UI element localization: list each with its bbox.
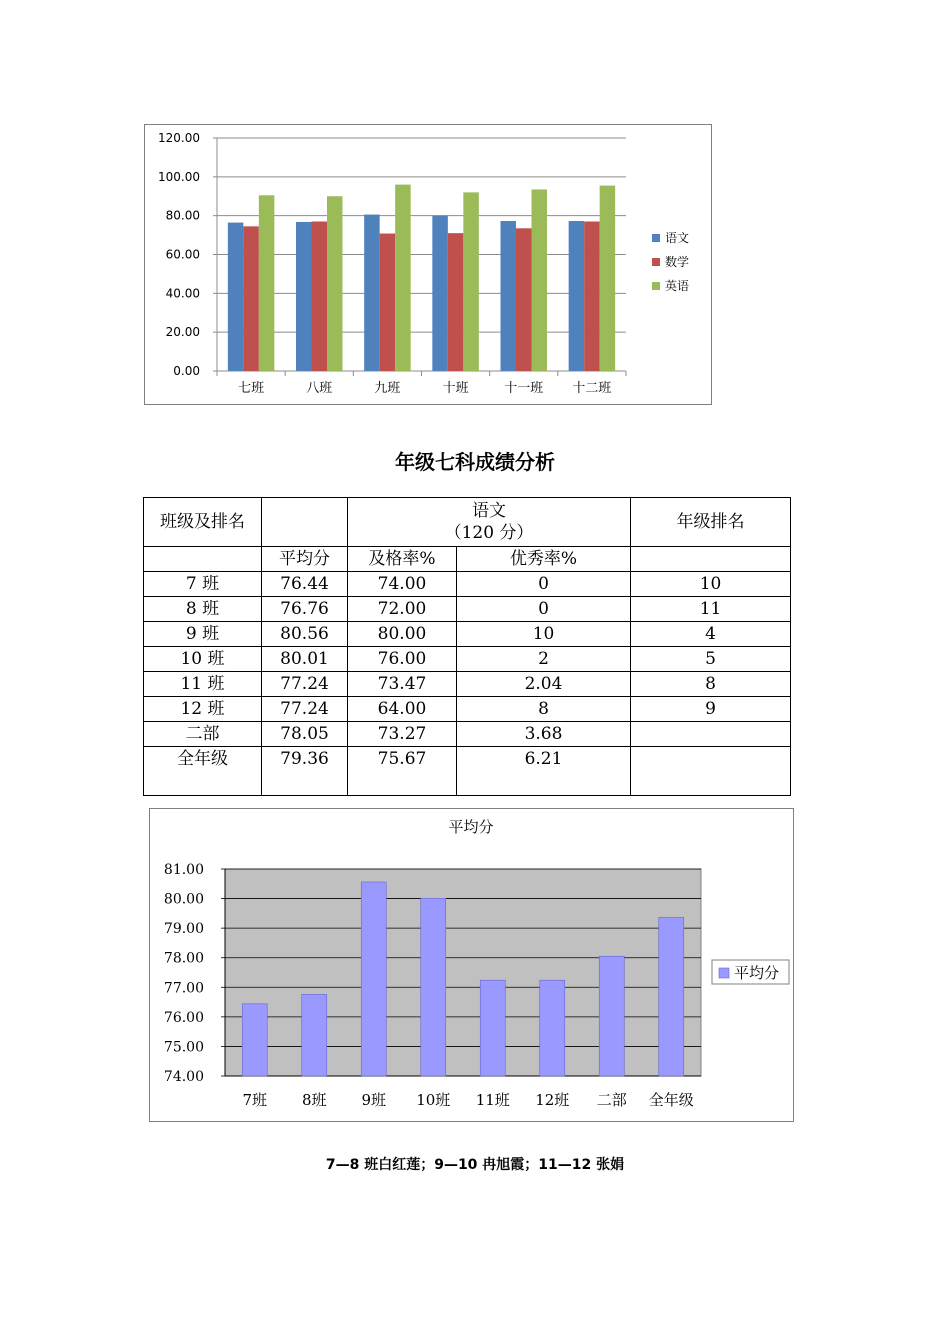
bar: [463, 192, 479, 371]
cell-class: 9 班: [144, 622, 262, 647]
bar: [395, 185, 411, 371]
legend-label: 语文: [665, 231, 690, 245]
legend-swatch: [719, 968, 729, 978]
bar: [421, 898, 446, 1076]
score-table: [143, 497, 791, 796]
y-tick-label: 80.00: [165, 208, 200, 223]
cell-pass: 75.67: [348, 747, 457, 796]
y-tick-label: 60.00: [165, 247, 200, 262]
cell-rank: [631, 747, 791, 796]
subheader-blank: [144, 547, 262, 572]
legend-label: 平均分: [734, 964, 780, 982]
cell-avg: 77.24: [262, 697, 348, 722]
cell-class: 11 班: [144, 672, 262, 697]
bar: [364, 215, 380, 371]
cell-rank: [631, 722, 791, 747]
y-tick-label: 75.00: [163, 1039, 204, 1056]
bar: [380, 234, 396, 371]
x-tick-label: 十班: [442, 381, 469, 396]
x-tick-label: 11班: [475, 1091, 510, 1109]
subject-comparison-chart: [144, 124, 712, 405]
table-row: [144, 597, 791, 622]
cell-pass: 80.00: [348, 622, 457, 647]
page-title: 年级七科成绩分析: [395, 450, 555, 474]
y-tick-label: 20.00: [165, 325, 200, 340]
legend-swatch: [652, 258, 660, 266]
cell-excellent: 0: [457, 572, 631, 597]
bar: [228, 223, 244, 371]
cell-class: 二部: [144, 722, 262, 747]
cell-excellent: 2: [457, 647, 631, 672]
bar: [312, 221, 328, 371]
cell-excellent: 8: [457, 697, 631, 722]
bar: [540, 980, 565, 1076]
x-tick-label: 十二班: [572, 381, 612, 396]
bar: [600, 186, 616, 371]
header-rank: 年级排名: [631, 498, 791, 547]
table-row: [144, 647, 791, 672]
header-subject-total: （120 分）: [444, 523, 534, 543]
cell-excellent: 2.04: [457, 672, 631, 697]
x-tick-label: 10班: [416, 1091, 451, 1109]
x-tick-label: 十一班: [504, 381, 544, 396]
bar: [516, 228, 532, 371]
bar: [480, 980, 505, 1076]
legend-label: 英语: [665, 279, 690, 293]
cell-class: 12 班: [144, 697, 262, 722]
y-tick-label: 76.00: [163, 1009, 204, 1026]
cell-avg: 80.56: [262, 622, 348, 647]
cell-class: 10 班: [144, 647, 262, 672]
subheader-rank-blank: [631, 547, 791, 572]
y-tick-label: 74.00: [163, 1069, 204, 1085]
legend-swatch: [652, 282, 660, 290]
cell-avg: 80.01: [262, 647, 348, 672]
cell-excellent: 3.68: [457, 722, 631, 747]
y-tick-label: 81.00: [163, 862, 204, 878]
y-tick-label: 79.00: [163, 921, 204, 938]
table-row: [144, 622, 791, 647]
x-tick-label: 8班: [301, 1091, 327, 1109]
cell-pass: 74.00: [348, 572, 457, 597]
x-tick-label: 7班: [242, 1091, 268, 1109]
cell-rank: 4: [631, 622, 791, 647]
cell-avg: 79.36: [262, 747, 348, 796]
header-subject: [348, 498, 631, 547]
bar: [501, 221, 517, 371]
cell-rank: 11: [631, 597, 791, 622]
y-tick-label: 78.00: [163, 950, 204, 967]
cell-pass: 72.00: [348, 597, 457, 622]
cell-avg: 76.76: [262, 597, 348, 622]
table-subheader-row: [144, 547, 791, 572]
x-tick-label: 八班: [306, 381, 333, 396]
cell-excellent: 10: [457, 622, 631, 647]
cell-pass: 73.47: [348, 672, 457, 697]
bar: [361, 882, 386, 1076]
header-corner: 班级及排名: [144, 498, 262, 547]
header-subject-name: 语文: [472, 501, 506, 521]
y-tick-label: 80.00: [163, 891, 204, 908]
cell-class: 7 班: [144, 572, 262, 597]
cell-avg: 76.44: [262, 572, 348, 597]
y-tick-label: 120.00: [158, 131, 200, 145]
legend-swatch: [652, 234, 660, 242]
cell-excellent: 0: [457, 597, 631, 622]
bar: [242, 1004, 267, 1076]
header-pass: 及格率%: [348, 547, 457, 572]
x-tick-label: 七班: [238, 381, 265, 396]
table-header-row: [144, 498, 791, 547]
y-tick-label: 100.00: [158, 169, 200, 184]
y-tick-label: 77.00: [163, 980, 204, 997]
table-row: [144, 722, 791, 747]
plot-area: [225, 869, 701, 1076]
table-row: [144, 747, 791, 796]
header-excellent: 优秀率%: [457, 547, 631, 572]
cell-rank: 8: [631, 672, 791, 697]
bar: [432, 216, 448, 371]
cell-excellent: 6.21: [457, 747, 631, 796]
legend-label: 数学: [665, 255, 690, 269]
y-tick-label: 0.00: [173, 364, 200, 378]
cell-pass: 76.00: [348, 647, 457, 672]
bar: [448, 233, 464, 371]
bar: [259, 195, 275, 371]
bar: [584, 221, 600, 371]
x-tick-label: 全年级: [648, 1091, 694, 1109]
cell-rank: 10: [631, 572, 791, 597]
footer-note: 7—8 班白红莲；9—10 冉旭霞；11—12 张娟: [325, 1157, 625, 1173]
bar: [532, 189, 548, 371]
y-tick-label: 40.00: [165, 286, 200, 301]
cell-pass: 64.00: [348, 697, 457, 722]
cell-class: 全年级: [144, 747, 262, 796]
average-score-chart: [149, 808, 794, 1122]
header-blank: [262, 498, 348, 547]
cell-rank: 9: [631, 697, 791, 722]
cell-avg: 77.24: [262, 672, 348, 697]
x-tick-label: 九班: [374, 381, 401, 396]
cell-pass: 73.27: [348, 722, 457, 747]
bar: [243, 226, 259, 371]
chart-title: 平均分: [448, 818, 494, 836]
bar: [296, 222, 312, 371]
header-avg: 平均分: [262, 547, 348, 572]
bar: [569, 221, 585, 371]
x-tick-label: 二部: [596, 1091, 627, 1109]
bar: [599, 956, 624, 1076]
bar: [659, 917, 684, 1076]
x-tick-label: 9班: [361, 1091, 387, 1109]
cell-rank: 5: [631, 647, 791, 672]
cell-avg: 78.05: [262, 722, 348, 747]
x-tick-label: 12班: [535, 1091, 570, 1109]
bar: [302, 994, 327, 1076]
cell-class: 8 班: [144, 597, 262, 622]
bar: [327, 196, 343, 371]
table-row: [144, 697, 791, 722]
table-row: [144, 672, 791, 697]
table-row: [144, 572, 791, 597]
